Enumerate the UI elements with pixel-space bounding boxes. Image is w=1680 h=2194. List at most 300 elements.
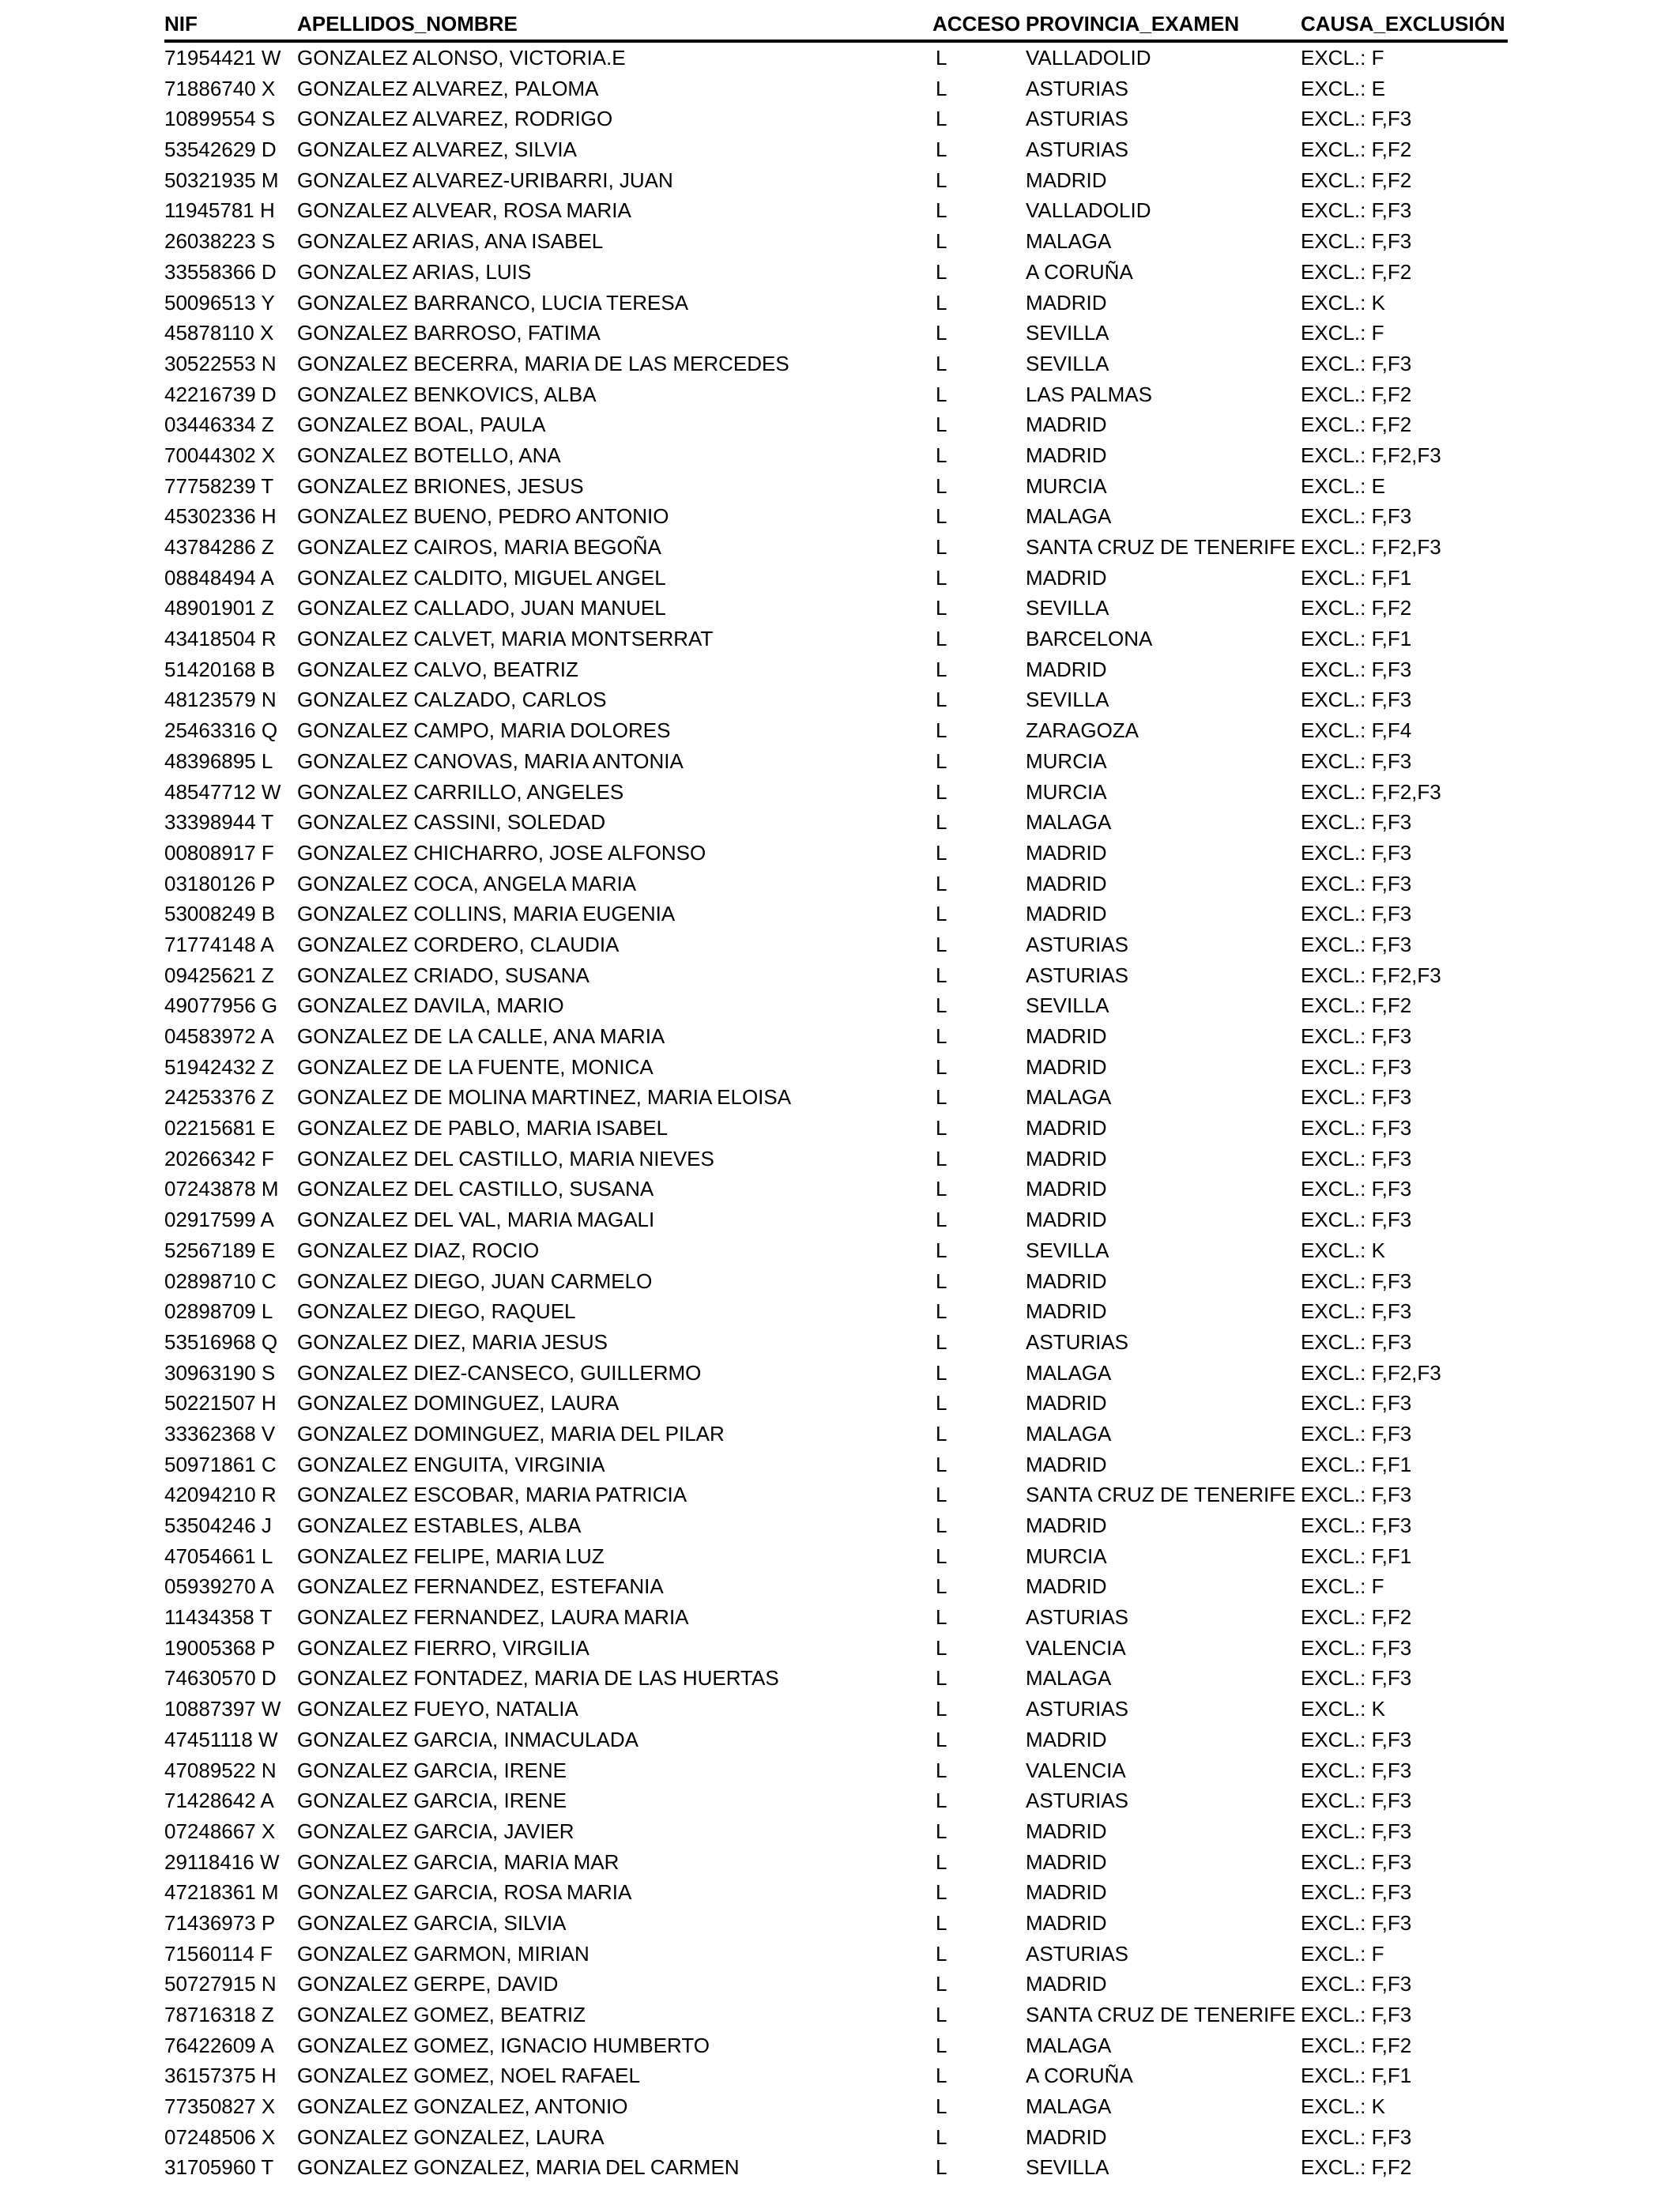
cell-provincia-examen: MADRID <box>1026 1116 1107 1140</box>
cell-provincia-examen: ASTURIAS <box>1026 1605 1129 1630</box>
cell-acceso: L <box>936 382 947 406</box>
column-header-apellidos-nombre: APELLIDOS_NOMBRE <box>297 12 518 36</box>
table-row <box>164 409 1508 440</box>
cell-causa-exclusion: EXCL.: F,F3 <box>1301 2003 1412 2026</box>
cell-causa-exclusion: EXCL.: F,F2 <box>1301 413 1412 437</box>
table-row <box>164 1266 1508 1297</box>
cell-apellidos-nombre: GONZALEZ ALVAREZ, PALOMA <box>297 76 599 100</box>
cell-nif: 51420168 B <box>164 657 276 681</box>
cell-causa-exclusion: EXCL.: F,F3 <box>1301 229 1412 254</box>
table-row <box>164 1480 1508 1510</box>
table-row <box>164 869 1508 899</box>
cell-apellidos-nombre: GONZALEZ FERNANDEZ, ESTEFANIA <box>297 1574 664 1599</box>
table-row <box>164 1449 1508 1480</box>
cell-provincia-examen: MADRID <box>1026 871 1107 895</box>
cell-provincia-examen: MADRID <box>1026 1727 1107 1751</box>
cell-acceso: L <box>936 718 947 743</box>
cell-acceso: L <box>936 504 947 529</box>
cell-acceso: L <box>936 290 947 315</box>
cell-acceso: L <box>936 1574 947 1599</box>
table-row <box>164 746 1508 777</box>
cell-nif: 11434358 T <box>164 1605 273 1630</box>
cell-apellidos-nombre: GONZALEZ ENGUITA, VIRGINIA <box>297 1452 605 1476</box>
cell-provincia-examen: MADRID <box>1026 168 1107 192</box>
cell-causa-exclusion: EXCL.: F,F2 <box>1301 1605 1412 1630</box>
cell-acceso: L <box>936 198 947 223</box>
cell-apellidos-nombre: GONZALEZ DIEZ, MARIA JESUS <box>297 1329 608 1354</box>
cell-provincia-examen: LAS PALMAS <box>1026 382 1152 406</box>
cell-provincia-examen: MALAGA <box>1026 1085 1112 1110</box>
cell-nif: 77758239 T <box>164 473 274 498</box>
cell-nif: 26038223 S <box>164 229 276 254</box>
table-row <box>164 1358 1508 1389</box>
cell-acceso: L <box>936 413 947 437</box>
cell-causa-exclusion: EXCL.: F,F1 <box>1301 627 1412 651</box>
table-row <box>164 1755 1508 1786</box>
table-row <box>164 1144 1508 1174</box>
cell-provincia-examen: MADRID <box>1026 1514 1107 1537</box>
table-row <box>164 777 1508 808</box>
cell-nif: 45302336 H <box>164 504 277 529</box>
cell-apellidos-nombre: GONZALEZ CALLADO, JUAN MANUEL <box>297 596 666 620</box>
cell-nif: 36157375 H <box>164 2064 277 2088</box>
cell-nif: 47451118 W <box>164 1727 278 1751</box>
table-row <box>164 1725 1508 1755</box>
cell-provincia-examen: MADRID <box>1026 840 1107 865</box>
table-row <box>164 349 1508 379</box>
cell-acceso: L <box>936 1421 947 1446</box>
cell-acceso: L <box>936 229 947 254</box>
cell-nif: 33362368 V <box>164 1421 276 1446</box>
table-row <box>164 1571 1508 1602</box>
cell-nif: 53504246 J <box>164 1514 272 1537</box>
cell-causa-exclusion: EXCL.: F,F3 <box>1301 871 1412 895</box>
cell-causa-exclusion: EXCL.: F,F3 <box>1301 1054 1412 1079</box>
cell-provincia-examen: ASTURIAS <box>1026 1329 1129 1354</box>
cell-causa-exclusion: EXCL.: F,F3 <box>1301 1329 1412 1354</box>
cell-acceso: L <box>936 993 947 1018</box>
cell-provincia-examen: MURCIA <box>1026 473 1107 498</box>
table-row <box>164 1021 1508 1052</box>
cell-apellidos-nombre: GONZALEZ FIERRO, VIRGILIA <box>297 1635 590 1660</box>
cell-acceso: L <box>936 627 947 651</box>
cell-acceso: L <box>936 1880 947 1905</box>
cell-apellidos-nombre: GONZALEZ CRIADO, SUSANA <box>297 963 590 987</box>
cell-nif: 48396895 L <box>164 748 273 773</box>
cell-causa-exclusion: EXCL.: F,F3 <box>1301 351 1412 375</box>
cell-nif: 51942432 Z <box>164 1054 274 1079</box>
cell-provincia-examen: MADRID <box>1026 565 1107 590</box>
cell-apellidos-nombre: GONZALEZ FERNANDEZ, LAURA MARIA <box>297 1605 689 1630</box>
table-row <box>164 807 1508 838</box>
table-row <box>164 440 1508 471</box>
cell-apellidos-nombre: GONZALEZ GOMEZ, NOEL RAFAEL <box>297 2064 640 2088</box>
cell-apellidos-nombre: GONZALEZ GARCIA, MARIA MAR <box>297 1849 620 1874</box>
cell-acceso: L <box>936 932 947 956</box>
cell-provincia-examen: MADRID <box>1026 1146 1107 1171</box>
cell-provincia-examen: MADRID <box>1026 902 1107 926</box>
cell-apellidos-nombre: GONZALEZ CALVET, MARIA MONTSERRAT <box>297 627 714 651</box>
cell-provincia-examen: A CORUÑA <box>1026 259 1133 284</box>
cell-nif: 50971861 C <box>164 1452 277 1476</box>
cell-provincia-examen: A CORUÑA <box>1026 2064 1133 2088</box>
cell-causa-exclusion: EXCL.: E <box>1301 76 1385 100</box>
table-row <box>164 2030 1508 2061</box>
cell-apellidos-nombre: GONZALEZ BARRANCO, LUCIA TERESA <box>297 290 689 315</box>
cell-nif: 70044302 X <box>164 443 276 467</box>
cell-apellidos-nombre: GONZALEZ GERPE, DAVID <box>297 1972 559 1996</box>
cell-causa-exclusion: EXCL.: F,F2,F3 <box>1301 779 1441 804</box>
table-body <box>164 43 1508 2183</box>
cell-acceso: L <box>936 351 947 375</box>
cell-acceso: L <box>936 2064 947 2088</box>
table-row <box>164 715 1508 746</box>
cell-apellidos-nombre: GONZALEZ BECERRA, MARIA DE LAS MERCEDES <box>297 351 789 375</box>
cell-apellidos-nombre: GONZALEZ CAIROS, MARIA BEGOÑA <box>297 535 661 559</box>
cell-nif: 71954421 W <box>164 46 281 70</box>
cell-nif: 30963190 S <box>164 1360 276 1385</box>
cell-apellidos-nombre: GONZALEZ ALVAREZ, RODRIGO <box>297 107 613 131</box>
cell-causa-exclusion: EXCL.: F,F1 <box>1301 2064 1412 2088</box>
cell-apellidos-nombre: GONZALEZ DOMINGUEZ, LAURA <box>297 1391 620 1416</box>
cell-provincia-examen: SEVILLA <box>1026 2155 1109 2180</box>
cell-apellidos-nombre: GONZALEZ DIAZ, ROCIO <box>297 1238 540 1262</box>
cell-provincia-examen: SEVILLA <box>1026 1238 1109 1262</box>
cell-nif: 47054661 L <box>164 1544 273 1568</box>
table-row <box>164 1877 1508 1908</box>
cell-provincia-examen: VALENCIA <box>1026 1758 1126 1782</box>
cell-provincia-examen: MADRID <box>1026 1910 1107 1935</box>
cell-apellidos-nombre: GONZALEZ CAMPO, MARIA DOLORES <box>297 718 671 743</box>
cell-acceso: L <box>936 1758 947 1782</box>
cell-apellidos-nombre: GONZALEZ DAVILA, MARIO <box>297 993 564 1018</box>
cell-nif: 71774148 A <box>164 932 274 956</box>
cell-causa-exclusion: EXCL.: F,F2,F3 <box>1301 535 1441 559</box>
cell-apellidos-nombre: GONZALEZ CARRILLO, ANGELES <box>297 779 624 804</box>
table-row <box>164 838 1508 869</box>
cell-provincia-examen: MALAGA <box>1026 1666 1112 1691</box>
cell-provincia-examen: SEVILLA <box>1026 321 1109 345</box>
cell-apellidos-nombre: GONZALEZ BRIONES, JESUS <box>297 473 584 498</box>
cell-provincia-examen: SEVILLA <box>1026 596 1109 620</box>
cell-apellidos-nombre: GONZALEZ FUEYO, NATALIA <box>297 1697 578 1721</box>
cell-causa-exclusion: EXCL.: F,F2 <box>1301 2155 1412 2180</box>
cell-apellidos-nombre: GONZALEZ FONTADEZ, MARIA DE LAS HUERTAS <box>297 1666 779 1691</box>
cell-causa-exclusion: EXCL.: F,F3 <box>1301 1269 1412 1293</box>
cell-provincia-examen: MADRID <box>1026 1972 1107 1996</box>
cell-apellidos-nombre: GONZALEZ DIEGO, RAQUEL <box>297 1299 576 1324</box>
cell-provincia-examen: SANTA CRUZ DE TENERIFE <box>1026 1483 1296 1507</box>
cell-causa-exclusion: EXCL.: F,F3 <box>1301 840 1412 865</box>
cell-causa-exclusion: EXCL.: F,F2 <box>1301 259 1412 284</box>
cell-provincia-examen: MALAGA <box>1026 2094 1112 2119</box>
cell-causa-exclusion: EXCL.: F,F3 <box>1301 1391 1412 1416</box>
cell-acceso: L <box>936 810 947 835</box>
cell-apellidos-nombre: GONZALEZ ALONSO, VICTORIA.E <box>297 46 626 70</box>
cell-causa-exclusion: EXCL.: F,F3 <box>1301 1880 1412 1905</box>
cell-acceso: L <box>936 1146 947 1171</box>
cell-acceso: L <box>936 138 947 162</box>
cell-acceso: L <box>936 1085 947 1110</box>
cell-nif: 10899554 S <box>164 107 276 131</box>
cell-apellidos-nombre: GONZALEZ ALVAREZ, SILVIA <box>297 138 577 162</box>
cell-causa-exclusion: EXCL.: F,F3 <box>1301 1421 1412 1446</box>
cell-causa-exclusion: EXCL.: F <box>1301 1574 1384 1599</box>
cell-nif: 43418504 R <box>164 627 277 651</box>
table-row <box>164 1052 1508 1083</box>
table-row <box>164 899 1508 929</box>
cell-apellidos-nombre: GONZALEZ ESCOBAR, MARIA PATRICIA <box>297 1483 687 1507</box>
cell-causa-exclusion: EXCL.: F,F3 <box>1301 198 1412 223</box>
cell-apellidos-nombre: GONZALEZ DIEGO, JUAN CARMELO <box>297 1269 653 1293</box>
cell-provincia-examen: BARCELONA <box>1026 627 1153 651</box>
cell-nif: 19005368 P <box>164 1635 276 1660</box>
table-row <box>164 1633 1508 1664</box>
table-row <box>164 43 1508 74</box>
cell-provincia-examen: ASTURIAS <box>1026 138 1129 162</box>
table-row <box>164 1541 1508 1572</box>
cell-nif: 52567189 E <box>164 1238 276 1262</box>
table-row <box>164 1785 1508 1816</box>
cell-acceso: L <box>936 1666 947 1691</box>
cell-causa-exclusion: EXCL.: F,F3 <box>1301 1635 1412 1660</box>
table-row <box>164 318 1508 349</box>
cell-nif: 02898709 L <box>164 1299 273 1324</box>
cell-acceso: L <box>936 1024 947 1048</box>
cell-provincia-examen: MADRID <box>1026 1269 1107 1293</box>
cell-apellidos-nombre: GONZALEZ BOAL, PAULA <box>297 413 546 437</box>
cell-acceso: L <box>936 1910 947 1935</box>
cell-nif: 11945781 H <box>164 198 275 223</box>
cell-nif: 50096513 Y <box>164 290 275 315</box>
cell-acceso: L <box>936 2003 947 2026</box>
cell-nif: 78716318 Z <box>164 2003 274 2026</box>
cell-acceso: L <box>936 321 947 345</box>
cell-provincia-examen: SANTA CRUZ DE TENERIFE <box>1026 535 1296 559</box>
table-row <box>164 1939 1508 1970</box>
table-row <box>164 990 1508 1021</box>
cell-nif: 04583972 A <box>164 1024 274 1048</box>
cell-apellidos-nombre: GONZALEZ BOTELLO, ANA <box>297 443 561 467</box>
table-row <box>164 1296 1508 1327</box>
table-row <box>164 1388 1508 1419</box>
cell-provincia-examen: MALAGA <box>1026 2033 1112 2057</box>
cell-provincia-examen: VALENCIA <box>1026 1635 1126 1660</box>
cell-acceso: L <box>936 1635 947 1660</box>
cell-acceso: L <box>936 1972 947 1996</box>
cell-nif: 00808917 F <box>164 840 274 865</box>
cell-acceso: L <box>936 1299 947 1324</box>
cell-acceso: L <box>936 1269 947 1293</box>
cell-nif: 50221507 H <box>164 1391 277 1416</box>
cell-causa-exclusion: EXCL.: F <box>1301 46 1384 70</box>
table-row <box>164 2122 1508 2153</box>
cell-apellidos-nombre: GONZALEZ CALZADO, CARLOS <box>297 688 607 712</box>
cell-acceso: L <box>936 1789 947 1813</box>
cell-nif: 45878110 X <box>164 321 274 345</box>
cell-acceso: L <box>936 565 947 590</box>
cell-provincia-examen: SEVILLA <box>1026 688 1109 712</box>
cell-causa-exclusion: EXCL.: F,F2,F3 <box>1301 1360 1441 1385</box>
cell-nif: 43784286 Z <box>164 535 274 559</box>
table-row <box>164 1082 1508 1113</box>
cell-nif: 47218361 M <box>164 1880 279 1905</box>
cell-provincia-examen: MALAGA <box>1026 504 1112 529</box>
cell-provincia-examen: MADRID <box>1026 1849 1107 1874</box>
cell-apellidos-nombre: GONZALEZ ALVAREZ-URIBARRI, JUAN <box>297 168 673 192</box>
cell-nif: 02898710 C <box>164 1269 277 1293</box>
table-row <box>164 226 1508 257</box>
cell-apellidos-nombre: GONZALEZ DE LA FUENTE, MONICA <box>297 1054 654 1079</box>
cell-apellidos-nombre: GONZALEZ BARROSO, FATIMA <box>297 321 601 345</box>
table-row <box>164 1663 1508 1694</box>
cell-acceso: L <box>936 1452 947 1476</box>
cell-apellidos-nombre: GONZALEZ CALDITO, MIGUEL ANGEL <box>297 565 666 590</box>
cell-apellidos-nombre: GONZALEZ CALVO, BEATRIZ <box>297 657 578 681</box>
cell-apellidos-nombre: GONZALEZ GONZALEZ, MARIA DEL CARMEN <box>297 2155 740 2180</box>
cell-provincia-examen: ASTURIAS <box>1026 1789 1129 1813</box>
cell-apellidos-nombre: GONZALEZ DOMINGUEZ, MARIA DEL PILAR <box>297 1421 725 1446</box>
cell-acceso: L <box>936 1544 947 1568</box>
cell-causa-exclusion: EXCL.: F,F3 <box>1301 1758 1412 1782</box>
table-row <box>164 1816 1508 1847</box>
cell-nif: 53516968 Q <box>164 1329 278 1354</box>
table-row <box>164 257 1508 288</box>
cell-nif: 71436973 P <box>164 1910 276 1935</box>
cell-nif: 71428642 A <box>164 1789 274 1813</box>
cell-causa-exclusion: EXCL.: F,F3 <box>1301 902 1412 926</box>
cell-nif: 48547712 W <box>164 779 281 804</box>
cell-causa-exclusion: EXCL.: F <box>1301 1941 1384 1966</box>
cell-nif: 53542629 D <box>164 138 277 162</box>
table-row <box>164 2060 1508 2091</box>
table-row <box>164 1174 1508 1204</box>
cell-provincia-examen: MADRID <box>1026 443 1107 467</box>
cell-acceso: L <box>936 2033 947 2057</box>
cell-nif: 03446334 Z <box>164 413 274 437</box>
cell-causa-exclusion: EXCL.: F,F3 <box>1301 1146 1412 1171</box>
table-row <box>164 165 1508 196</box>
cell-acceso: L <box>936 688 947 712</box>
cell-acceso: L <box>936 871 947 895</box>
cell-provincia-examen: ASTURIAS <box>1026 1941 1129 1966</box>
cell-nif: 48901901 Z <box>164 596 274 620</box>
table-row <box>164 1235 1508 1266</box>
cell-acceso: L <box>936 840 947 865</box>
table-row <box>164 195 1508 226</box>
cell-provincia-examen: SEVILLA <box>1026 993 1109 1018</box>
cell-causa-exclusion: EXCL.: F,F3 <box>1301 1483 1412 1507</box>
column-header-causa-exclusion: CAUSA_EXCLUSIÓN <box>1301 12 1505 36</box>
cell-provincia-examen: MADRID <box>1026 1880 1107 1905</box>
table-row <box>164 288 1508 319</box>
cell-causa-exclusion: EXCL.: K <box>1301 290 1385 315</box>
cell-nif: 07248667 X <box>164 1819 276 1843</box>
cell-causa-exclusion: EXCL.: F,F3 <box>1301 1789 1412 1813</box>
cell-provincia-examen: ZARAGOZA <box>1026 718 1139 743</box>
cell-apellidos-nombre: GONZALEZ CASSINI, SOLEDAD <box>297 810 606 835</box>
cell-acceso: L <box>936 779 947 804</box>
table-row <box>164 593 1508 624</box>
cell-nif: 07248506 X <box>164 2124 276 2149</box>
cell-provincia-examen: ASTURIAS <box>1026 1697 1129 1721</box>
cell-acceso: L <box>936 107 947 131</box>
cell-provincia-examen: ASTURIAS <box>1026 932 1129 956</box>
cell-provincia-examen: MADRID <box>1026 1574 1107 1599</box>
cell-apellidos-nombre: GONZALEZ GARCIA, JAVIER <box>297 1819 574 1843</box>
column-header-acceso: ACCESO <box>932 12 1021 36</box>
cell-apellidos-nombre: GONZALEZ COLLINS, MARIA EUGENIA <box>297 902 676 926</box>
cell-causa-exclusion: EXCL.: F,F3 <box>1301 1666 1412 1691</box>
cell-causa-exclusion: EXCL.: F,F1 <box>1301 1544 1412 1568</box>
cell-acceso: L <box>936 1727 947 1751</box>
cell-causa-exclusion: EXCL.: E <box>1301 473 1385 498</box>
cell-acceso: L <box>936 1177 947 1201</box>
table-row <box>164 563 1508 594</box>
cell-causa-exclusion: EXCL.: F,F3 <box>1301 2124 1412 2149</box>
cell-apellidos-nombre: GONZALEZ ESTABLES, ALBA <box>297 1514 582 1537</box>
table-row <box>164 960 1508 991</box>
cell-acceso: L <box>936 1819 947 1843</box>
cell-apellidos-nombre: GONZALEZ GARCIA, INMACULADA <box>297 1727 638 1751</box>
table-row <box>164 1602 1508 1633</box>
table-row <box>164 74 1508 104</box>
cell-provincia-examen: MADRID <box>1026 2124 1107 2149</box>
cell-nif: 29118416 W <box>164 1849 280 1874</box>
cell-acceso: L <box>936 2124 947 2149</box>
cell-nif: 71886740 X <box>164 76 276 100</box>
cell-nif: 42094210 R <box>164 1483 277 1507</box>
cell-acceso: L <box>936 1391 947 1416</box>
cell-acceso: L <box>936 1238 947 1262</box>
cell-provincia-examen: MADRID <box>1026 1024 1107 1048</box>
cell-causa-exclusion: EXCL.: K <box>1301 1238 1385 1262</box>
cell-nif: 47089522 N <box>164 1758 277 1782</box>
cell-acceso: L <box>936 657 947 681</box>
cell-apellidos-nombre: GONZALEZ BENKOVICS, ALBA <box>297 382 597 406</box>
table-row <box>164 1204 1508 1235</box>
cell-causa-exclusion: EXCL.: F,F3 <box>1301 1819 1412 1843</box>
cell-causa-exclusion: EXCL.: F <box>1301 321 1384 345</box>
cell-provincia-examen: VALLADOLID <box>1026 46 1151 70</box>
cell-provincia-examen: ASTURIAS <box>1026 76 1129 100</box>
cell-provincia-examen: MURCIA <box>1026 1544 1107 1568</box>
exclusion-list-table <box>164 8 1508 2183</box>
table-row <box>164 684 1508 715</box>
table-row <box>164 654 1508 685</box>
cell-causa-exclusion: EXCL.: K <box>1301 2094 1385 2119</box>
cell-nif: 77350827 X <box>164 2094 276 2119</box>
cell-apellidos-nombre: GONZALEZ DE LA CALLE, ANA MARIA <box>297 1024 665 1048</box>
cell-provincia-examen: MADRID <box>1026 1054 1107 1079</box>
table-row <box>164 379 1508 410</box>
cell-provincia-examen: MADRID <box>1026 1177 1107 1201</box>
table-row <box>164 471 1508 502</box>
cell-causa-exclusion: EXCL.: F,F3 <box>1301 1085 1412 1110</box>
cell-causa-exclusion: EXCL.: F,F2 <box>1301 2033 1412 2057</box>
cell-apellidos-nombre: GONZALEZ DIEZ-CANSECO, GUILLERMO <box>297 1360 702 1385</box>
table-row <box>164 1113 1508 1144</box>
cell-apellidos-nombre: GONZALEZ DEL CASTILLO, MARIA NIEVES <box>297 1146 714 1171</box>
cell-causa-exclusion: EXCL.: F,F3 <box>1301 1116 1412 1140</box>
column-header-nif: NIF <box>164 12 198 36</box>
cell-acceso: L <box>936 2155 947 2180</box>
cell-apellidos-nombre: GONZALEZ DEL CASTILLO, SUSANA <box>297 1177 654 1201</box>
cell-provincia-examen: MADRID <box>1026 1391 1107 1416</box>
table-row <box>164 2000 1508 2030</box>
cell-provincia-examen: MADRID <box>1026 1299 1107 1324</box>
cell-apellidos-nombre: GONZALEZ GOMEZ, BEATRIZ <box>297 2003 586 2026</box>
